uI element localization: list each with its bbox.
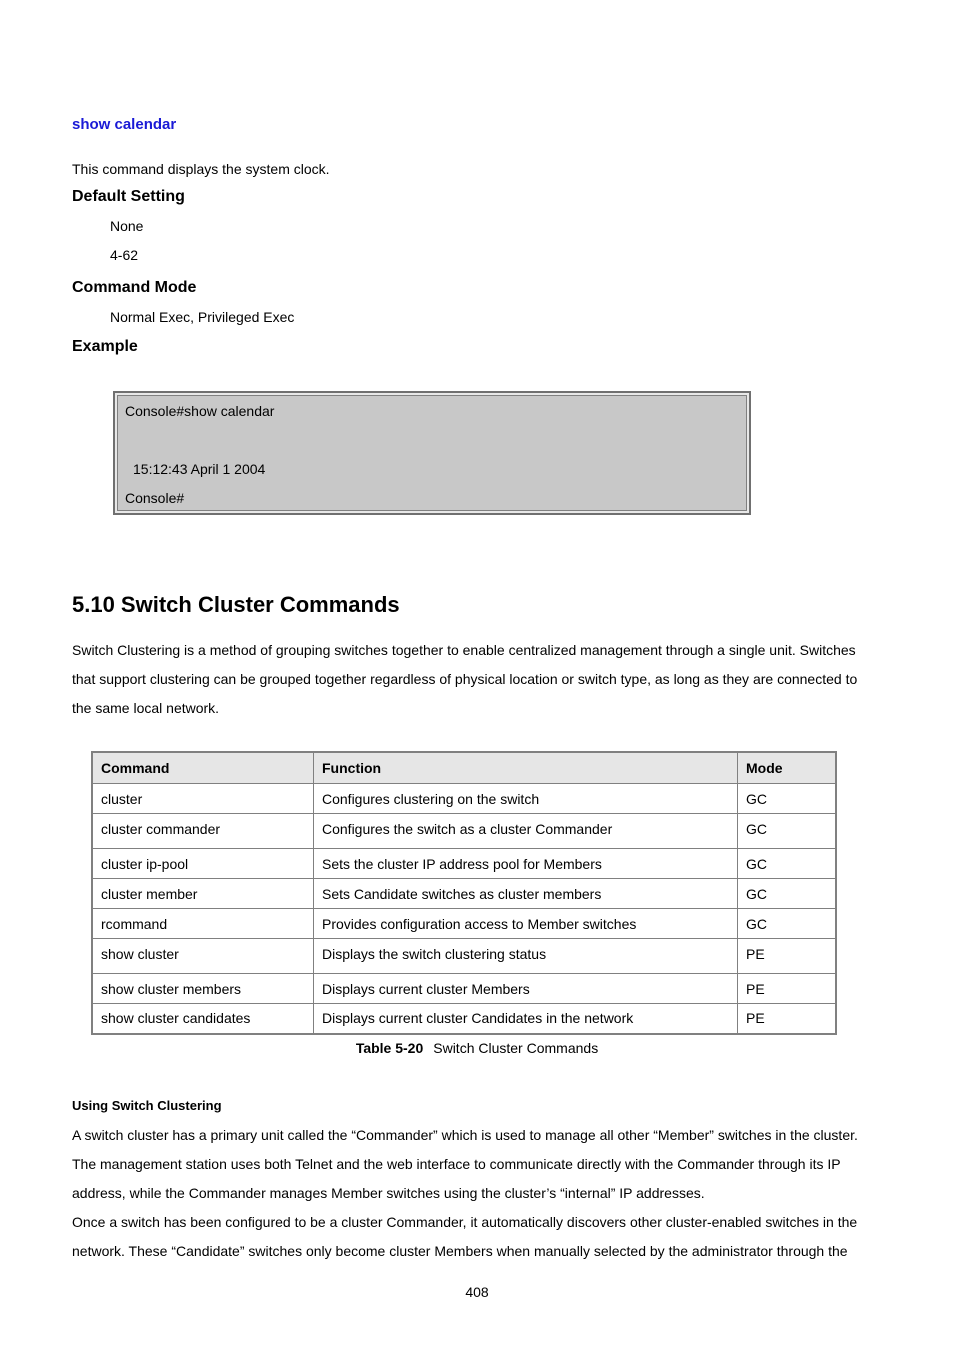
command-title-link[interactable]: show calendar <box>72 116 177 133</box>
cell-mode: GC <box>738 849 837 879</box>
table-row <box>92 1004 836 1034</box>
cell-mode: GC <box>738 784 837 814</box>
cell-command: cluster commander <box>92 814 314 849</box>
command-description: This command displays the system clock. <box>72 161 330 177</box>
intro-line: the same local network. <box>72 700 220 716</box>
cell-function: Sets Candidate switches as cluster members <box>314 879 738 909</box>
cell-mode: PE <box>738 939 837 974</box>
table-row <box>92 879 836 909</box>
body-line: address, while the Commander manages Member switches using the cluster’s “internal” IP addresses. <box>72 1185 705 1201</box>
cell-mode: GC <box>738 909 837 939</box>
cell-mode: PE <box>738 1004 837 1034</box>
cell-command: cluster member <box>92 879 314 909</box>
table-row <box>92 909 836 939</box>
using-clustering-heading: Using Switch Clustering <box>72 1098 222 1113</box>
section-title: 5.10 Switch Cluster Commands <box>72 592 400 617</box>
switch-cluster-commands-table <box>91 751 837 1035</box>
command-mode-heading: Command Mode <box>72 279 197 296</box>
using-clustering-paragraph <box>72 1121 858 1266</box>
cell-command: cluster ip-pool <box>92 849 314 879</box>
header-command: Command <box>92 752 314 784</box>
header-mode: Mode <box>738 752 837 784</box>
table-row <box>92 784 836 814</box>
table-caption-label: Table 5-20 <box>355 1040 424 1056</box>
cell-command: show cluster members <box>92 974 314 1004</box>
body-line: The management station uses both Telnet and the web interface to communicate directly with the Commander through its IP <box>72 1156 841 1172</box>
command-mode-value: Normal Exec, Privileged Exec <box>110 309 295 325</box>
console-line: Console#show calendar <box>125 403 275 419</box>
table-row <box>92 849 836 879</box>
table-row <box>92 939 836 974</box>
intro-line: that support clustering can be grouped together regardless of physical location or switch type, as long as they are connected to <box>72 671 858 687</box>
body-line: Once a switch has been configured to be a cluster Commander, it automatically discovers other cluster-enabled switches in the <box>72 1214 858 1230</box>
cell-command: show cluster <box>92 939 314 974</box>
header-function: Function <box>314 752 738 784</box>
cell-function: Configures clustering on the switch <box>314 784 738 814</box>
cell-function: Displays current cluster Members <box>314 974 738 1004</box>
console-line: 15:12:43 April 1 2004 <box>133 461 266 477</box>
example-heading: Example <box>72 338 138 355</box>
cell-function: Displays current cluster Candidates in the network <box>314 1004 738 1034</box>
table-header-row <box>92 752 836 784</box>
cell-mode: PE <box>738 974 837 1004</box>
console-line: Console# <box>125 490 185 506</box>
intro-paragraph <box>72 636 857 723</box>
console-example-box <box>113 391 751 515</box>
default-setting-value: None <box>110 218 144 234</box>
default-setting-ref: 4-62 <box>110 247 139 263</box>
cell-function: Provides configuration access to Member switches <box>314 909 738 939</box>
cell-mode: GC <box>738 814 837 849</box>
table-caption <box>0 1040 954 1056</box>
intro-line: Switch Clustering is a method of grouping switches together to enable centralized management through a single unit. Switches <box>72 642 856 658</box>
default-setting-heading: Default Setting <box>72 188 185 205</box>
cell-command: rcommand <box>92 909 314 939</box>
cell-function: Sets the cluster IP address pool for Members <box>314 849 738 879</box>
cell-function: Displays the switch clustering status <box>314 939 738 974</box>
table-row <box>92 814 836 849</box>
table-caption-text: Switch Cluster Commands <box>433 1040 599 1056</box>
body-line: network. These “Candidate” switches only become cluster Members when manually selected by the administrator through the <box>72 1243 848 1259</box>
cell-command: cluster <box>92 784 314 814</box>
body-line: A switch cluster has a primary unit called the “Commander” which is used to manage all other “Member” switches in the cluster. <box>72 1127 858 1143</box>
cell-command: show cluster candidates <box>92 1004 314 1034</box>
cell-function: Configures the switch as a cluster Commander <box>314 814 738 849</box>
cell-mode: GC <box>738 879 837 909</box>
page-number: 408 <box>465 1284 489 1300</box>
table-row <box>92 974 836 1004</box>
